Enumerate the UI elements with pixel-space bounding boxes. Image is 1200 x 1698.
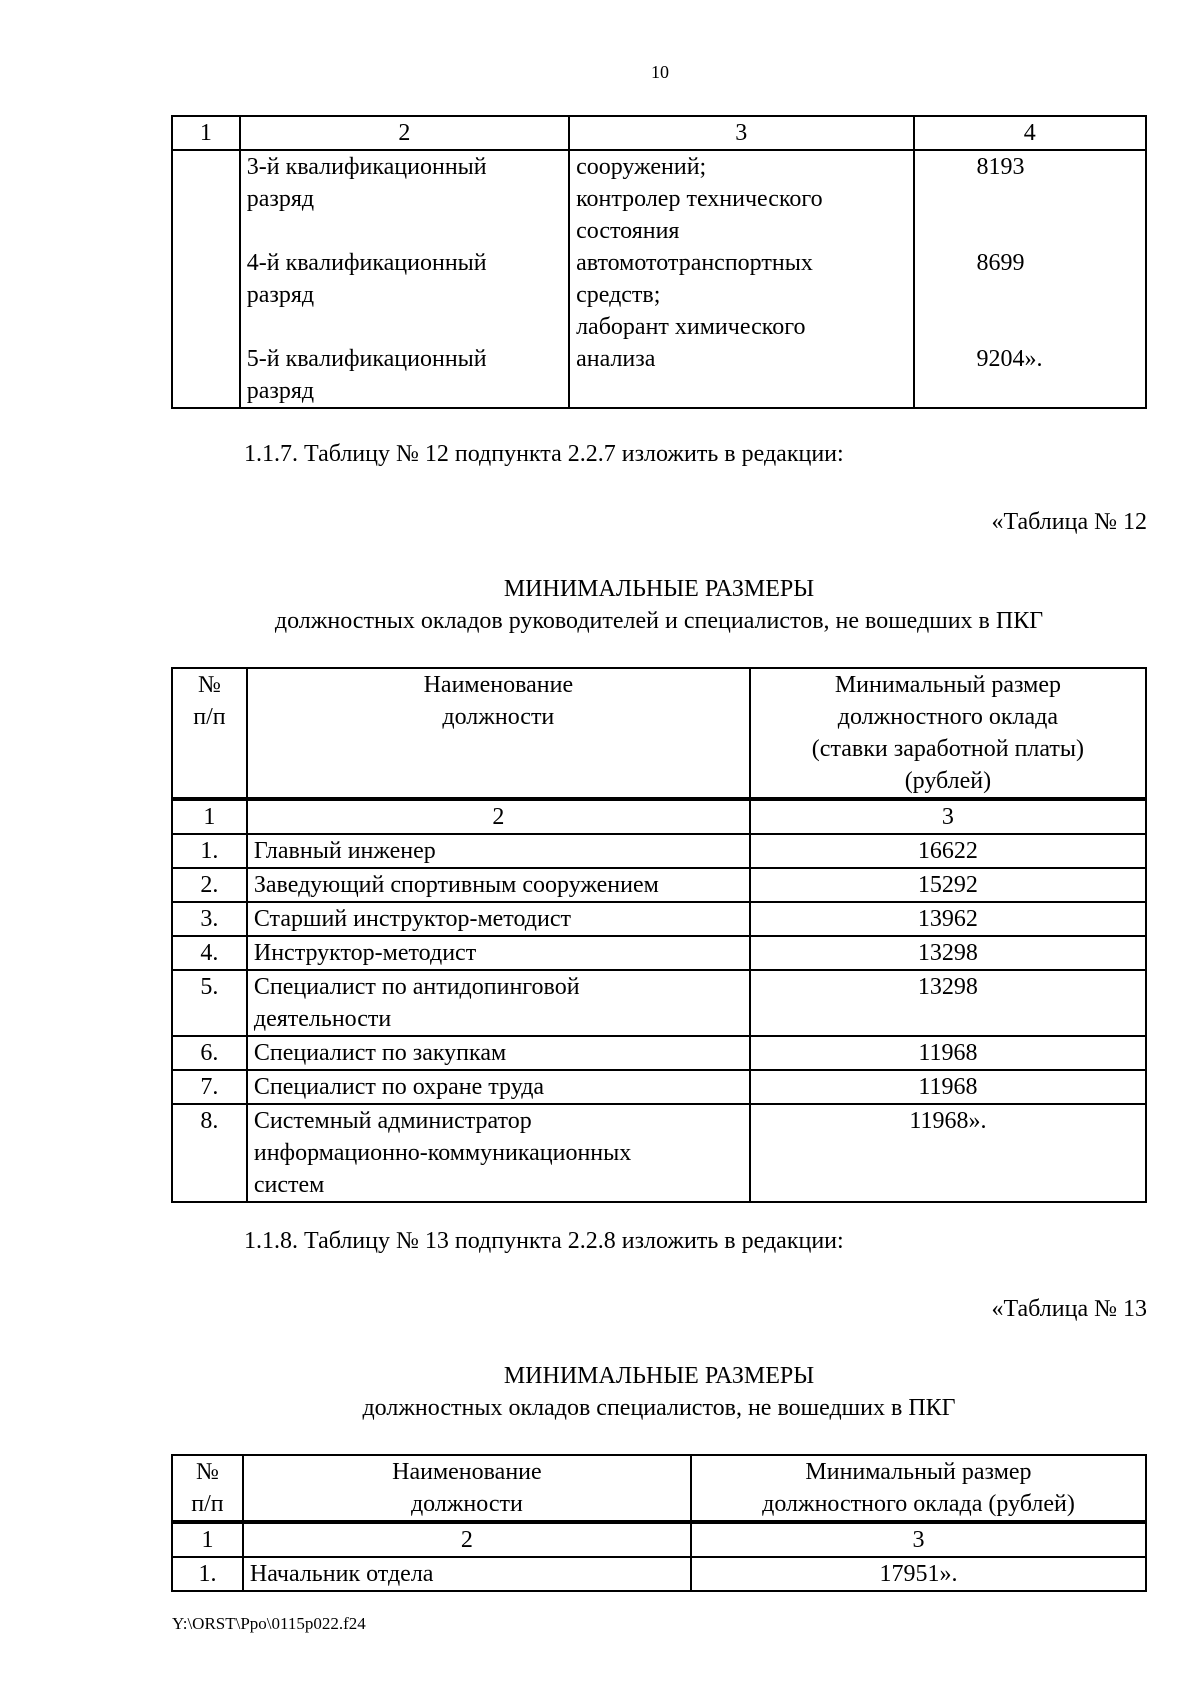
row-salary: 13298 xyxy=(750,970,1146,1036)
positions-cell xyxy=(569,150,913,408)
table-row xyxy=(172,902,1146,936)
line: 3-й квалификационный xyxy=(246,154,487,180)
line: разряд xyxy=(246,282,315,308)
line: должностного оклада xyxy=(837,704,1059,730)
row-salary: 11968 xyxy=(750,1036,1146,1070)
table-row xyxy=(172,1104,1146,1202)
row-num: 5. xyxy=(172,970,247,1036)
row-salary: 13298 xyxy=(750,936,1146,970)
line: автомототранспортных xyxy=(576,250,813,276)
page-number: 10 xyxy=(651,62,669,82)
row-name: Заведующий спортивным сооружением xyxy=(247,868,750,902)
line: разряд xyxy=(246,378,315,404)
table-row xyxy=(172,834,1146,868)
line: (ставки заработной платы) xyxy=(811,736,1085,762)
table13-label: «Таблица № 13 xyxy=(991,1296,1147,1322)
line: 8699 xyxy=(976,250,1025,276)
row-num: 8. xyxy=(172,1104,247,1202)
row-num: 1. xyxy=(172,1557,243,1591)
table12-index-row xyxy=(172,799,1146,834)
table13-index-row xyxy=(172,1522,1146,1557)
line: контролер технического xyxy=(576,186,823,212)
table12-head-row xyxy=(172,668,1146,799)
row-salary: 15292 xyxy=(750,868,1146,902)
head-salary xyxy=(691,1455,1146,1522)
row-name: Главный инженер xyxy=(247,834,750,868)
line: средств; xyxy=(576,282,661,308)
index-cell: 3 xyxy=(750,799,1146,834)
table-row xyxy=(172,1036,1146,1070)
table13-title: МИНИМАЛЬНЫЕ РАЗМЕРЫ xyxy=(503,1363,815,1389)
row-num: 1. xyxy=(172,834,247,868)
row-name: Специалист по закупкам xyxy=(247,1036,750,1070)
line: Специалист по антидопинговой xyxy=(253,974,580,1000)
table13-subtitle: должностных окладов специалистов, не вошедших в ПКГ xyxy=(362,1395,956,1421)
line: разряд xyxy=(246,186,315,212)
table12-label: «Таблица № 12 xyxy=(991,509,1147,535)
row-name xyxy=(247,970,750,1036)
head-num xyxy=(172,1455,243,1522)
index-cell: 2 xyxy=(243,1522,691,1557)
line: должности xyxy=(410,1491,523,1517)
row-salary: 17951». xyxy=(691,1557,1146,1591)
head-salary xyxy=(750,668,1146,799)
row-name: Начальник отдела xyxy=(243,1557,691,1591)
table12-title: МИНИМАЛЬНЫЕ РАЗМЕРЫ xyxy=(503,576,815,602)
table-row xyxy=(172,1070,1146,1104)
row-num: 3. xyxy=(172,902,247,936)
header-cell: 4 xyxy=(914,116,1146,150)
line: анализа xyxy=(576,346,656,372)
line: (рублей) xyxy=(904,768,992,794)
index-cell: 1 xyxy=(172,799,247,834)
row-num: 6. xyxy=(172,1036,247,1070)
head-num xyxy=(172,668,247,799)
row-name: Инструктор-методист xyxy=(247,936,750,970)
qualification-grades-cell xyxy=(240,150,569,408)
header-cell: 1 xyxy=(172,116,240,150)
line: 4-й квалификационный xyxy=(246,250,487,276)
row-name xyxy=(247,1104,750,1202)
line: Наименование xyxy=(392,1459,542,1485)
row-num: 2. xyxy=(172,868,247,902)
table-13 xyxy=(171,1454,1147,1592)
line: 5-й квалификационный xyxy=(246,346,487,372)
salary-cell xyxy=(914,150,1146,408)
line: состояния xyxy=(576,218,680,244)
table-row xyxy=(172,970,1146,1036)
cell-empty xyxy=(172,150,240,408)
line: деятельности xyxy=(253,1006,392,1032)
line: должности xyxy=(442,704,555,730)
continued-table-row xyxy=(172,150,1146,408)
table12-subtitle: должностных окладов руководителей и специалистов, не вошедших в ПКГ xyxy=(274,608,1044,634)
line: Системный администратор xyxy=(253,1108,532,1134)
continued-table-header-row xyxy=(172,116,1146,150)
row-salary: 11968 xyxy=(750,1070,1146,1104)
table-row xyxy=(172,1557,1146,1591)
line: Минимальный размер xyxy=(834,672,1061,698)
line: № xyxy=(195,1459,219,1485)
line: п/п xyxy=(193,704,226,730)
footer-file-path: Y:\ORST\Ppo\0115p022.f24 xyxy=(172,1614,366,1633)
index-cell: 2 xyxy=(247,799,750,834)
head-name xyxy=(247,668,750,799)
head-name xyxy=(243,1455,691,1522)
line: 8193 xyxy=(976,154,1025,180)
line: № xyxy=(197,672,221,698)
header-cell: 2 xyxy=(240,116,569,150)
paragraph-1-1-7: 1.1.7. Таблицу № 12 подпункта 2.2.7 изложить в редакции: xyxy=(244,441,844,467)
spacer xyxy=(977,279,1139,343)
line: сооружений; xyxy=(576,154,707,180)
line: лаборант химического xyxy=(576,314,806,340)
row-num: 4. xyxy=(172,936,247,970)
table-row xyxy=(172,868,1146,902)
table-row xyxy=(172,936,1146,970)
line: п/п xyxy=(191,1491,224,1517)
row-num: 7. xyxy=(172,1070,247,1104)
line: должностного оклада (рублей) xyxy=(762,1491,1075,1517)
spacer xyxy=(247,311,562,343)
line: Наименование xyxy=(423,672,574,698)
line: систем xyxy=(253,1172,325,1198)
row-name: Специалист по охране труда xyxy=(247,1070,750,1104)
row-salary: 16622 xyxy=(750,834,1146,868)
row-name: Старший инструктор-методист xyxy=(247,902,750,936)
index-cell: 1 xyxy=(172,1522,243,1557)
table-12 xyxy=(171,667,1147,1203)
row-salary: 11968». xyxy=(750,1104,1146,1202)
row-salary: 13962 xyxy=(750,902,1146,936)
paragraph-1-1-8: 1.1.8. Таблицу № 13 подпункта 2.2.8 изложить в редакции: xyxy=(244,1228,844,1254)
spacer xyxy=(977,183,1139,247)
spacer xyxy=(179,733,240,797)
index-cell: 3 xyxy=(691,1522,1146,1557)
continued-table xyxy=(171,115,1147,409)
line: 9204». xyxy=(976,346,1043,372)
line: Минимальный размер xyxy=(805,1459,1032,1485)
spacer xyxy=(247,215,562,247)
header-cell: 3 xyxy=(569,116,913,150)
line: информационно-коммуникационных xyxy=(253,1140,632,1166)
table13-head-row xyxy=(172,1455,1146,1522)
